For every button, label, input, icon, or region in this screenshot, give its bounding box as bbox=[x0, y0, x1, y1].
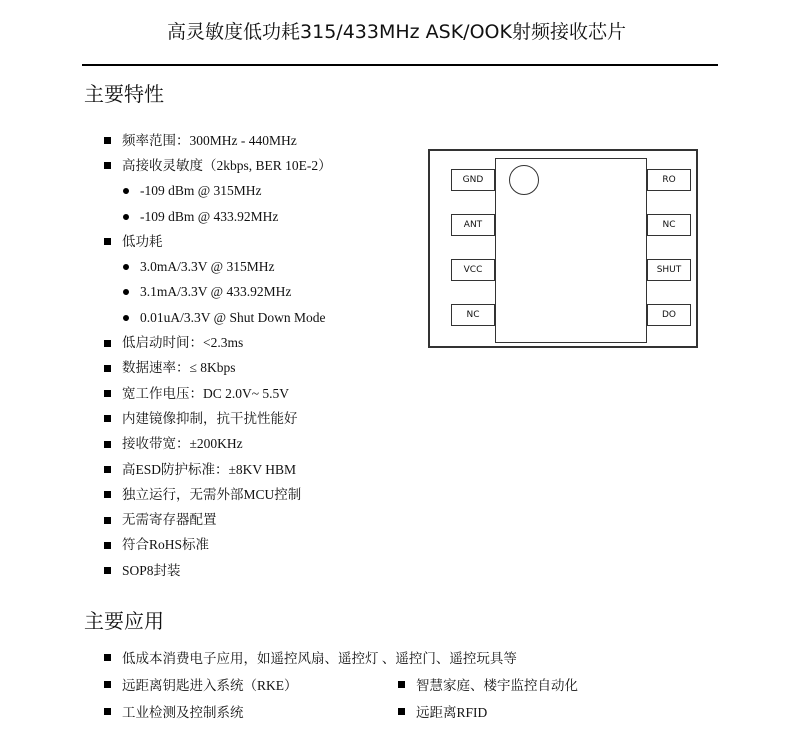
square-bullet-icon bbox=[104, 340, 111, 347]
square-bullet-icon bbox=[104, 681, 111, 688]
square-bullet-icon bbox=[104, 441, 111, 448]
square-bullet-icon bbox=[104, 238, 111, 245]
square-bullet-icon bbox=[104, 365, 111, 372]
pin-ant: ANT bbox=[451, 214, 495, 236]
feature-text: 高接收灵敏度（2kbps, BER 10E-2） bbox=[122, 157, 332, 173]
feature-item bbox=[104, 533, 332, 558]
square-bullet-icon bbox=[104, 390, 111, 397]
square-bullet-icon bbox=[104, 567, 111, 574]
feature-item bbox=[104, 558, 332, 583]
round-bullet-icon bbox=[123, 289, 129, 295]
feature-text: 3.1mA/3.3V @ 433.92MHz bbox=[140, 284, 292, 300]
square-bullet-icon bbox=[104, 654, 111, 661]
feature-item bbox=[104, 482, 332, 507]
feature-text: 低启动时间：<2.3ms bbox=[122, 335, 244, 351]
feature-text: 符合RoHS标准 bbox=[122, 537, 210, 553]
square-bullet-icon bbox=[398, 681, 405, 688]
round-bullet-icon bbox=[123, 315, 129, 321]
application-item: 远距离钥匙进入系统（RKE） bbox=[104, 673, 298, 695]
square-bullet-icon bbox=[104, 517, 111, 524]
application-item: 智慧家庭、楼宇监控自动化 bbox=[398, 673, 578, 695]
application-item: 低成本消费电子应用，如遥控风扇、遥控灯 、遥控门、遥控玩具等 bbox=[104, 646, 517, 668]
feature-subitem bbox=[104, 280, 332, 305]
feature-item bbox=[104, 153, 332, 178]
title-divider bbox=[82, 64, 718, 66]
square-bullet-icon bbox=[398, 708, 405, 715]
feature-item bbox=[104, 406, 332, 431]
feature-subitem bbox=[104, 305, 332, 330]
features-list bbox=[104, 128, 332, 583]
pin-vcc: VCC bbox=[451, 259, 495, 281]
feature-subitem bbox=[104, 254, 332, 279]
document-title: 高灵敏度低功耗315/433MHz ASK/OOK射频接收芯片 bbox=[167, 21, 626, 43]
feature-text: 独立运行，无需外部MCU控制 bbox=[122, 486, 302, 502]
features-heading: 主要特性 bbox=[84, 82, 164, 106]
application-item: 远距离RFID bbox=[398, 700, 487, 722]
feature-text: 数据速率：≤ 8Kbps bbox=[122, 360, 236, 376]
feature-item bbox=[104, 229, 332, 254]
square-bullet-icon bbox=[104, 415, 111, 422]
application-item: 工业检测及控制系统 bbox=[104, 700, 244, 722]
feature-text: 宽工作电压：DC 2.0V~ 5.5V bbox=[122, 385, 290, 401]
feature-text: 接收带宽：±200KHz bbox=[122, 436, 243, 452]
round-bullet-icon bbox=[123, 264, 129, 270]
feature-item bbox=[104, 128, 332, 153]
feature-subitem bbox=[104, 204, 332, 229]
feature-item bbox=[104, 457, 332, 482]
feature-text: -109 dBm @ 315MHz bbox=[140, 183, 262, 199]
round-bullet-icon bbox=[123, 188, 129, 194]
feature-item bbox=[104, 507, 332, 532]
feature-text: 3.0mA/3.3V @ 315MHz bbox=[140, 259, 275, 275]
feature-text: 内建镜像抑制，抗干扰性能好 bbox=[122, 410, 298, 426]
feature-text: 无需寄存器配置 bbox=[122, 512, 217, 528]
pin-nc-right: NC bbox=[647, 214, 691, 236]
applications-heading: 主要应用 bbox=[84, 609, 164, 633]
pin-do: DO bbox=[647, 304, 691, 326]
pin-shut: SHUT bbox=[647, 259, 691, 281]
square-bullet-icon bbox=[104, 466, 111, 473]
feature-text: 低功耗 bbox=[122, 233, 163, 249]
feature-item bbox=[104, 381, 332, 406]
square-bullet-icon bbox=[104, 162, 111, 169]
feature-subitem bbox=[104, 179, 332, 204]
pin1-marker bbox=[509, 165, 539, 195]
round-bullet-icon bbox=[123, 214, 129, 220]
feature-item bbox=[104, 432, 332, 457]
square-bullet-icon bbox=[104, 708, 111, 715]
square-bullet-icon bbox=[104, 137, 111, 144]
feature-item bbox=[104, 330, 332, 355]
pin-ro: RO bbox=[647, 169, 691, 191]
square-bullet-icon bbox=[104, 491, 111, 498]
pin-nc-left: NC bbox=[451, 304, 495, 326]
pin-gnd: GND bbox=[451, 169, 495, 191]
feature-item bbox=[104, 356, 332, 381]
feature-text: 频率范围：300MHz - 440MHz bbox=[122, 132, 297, 148]
square-bullet-icon bbox=[104, 542, 111, 549]
feature-text: SOP8封装 bbox=[122, 562, 181, 578]
feature-text: 高ESD防护标准：±8KV HBM bbox=[122, 461, 297, 477]
feature-text: 0.01uA/3.3V @ Shut Down Mode bbox=[140, 309, 326, 325]
feature-text: -109 dBm @ 433.92MHz bbox=[140, 208, 279, 224]
